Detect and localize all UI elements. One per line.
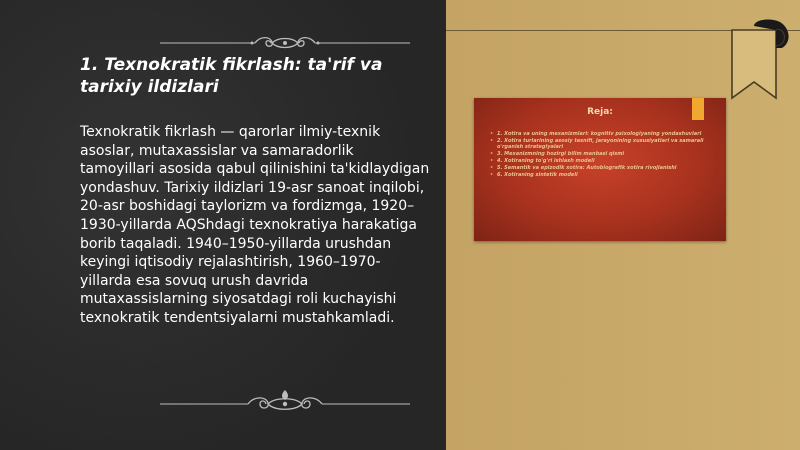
ornament-bottom-icon bbox=[160, 388, 410, 418]
thumbnail-title: Reja: bbox=[587, 107, 613, 117]
slide-body-text: Texnokratik fikrlash — qarorlar ilmiy-texnik asoslar, mutaxassislar va samaradorlik tamoyillari asosida qabul qilinishini ta'kidlaydigan yondashuv. Tarixiy ildizlari 19-asr sanoat inqilobi, 20-asr boshidagi taylorizm va fordizmga, 1920–1930-yillarda AQShdagi texnokratiya harakatiga borib taqaladi. 1940–1950-yillarda urushdan keyingi iqtisodiy rejalashtirish, 1960–1970-yillarda esa sovuq urush davrida mutaxassislarning siyosatdagi roli kuchayishi texnokratik tendentsiyalarni mustahkamladi. bbox=[80, 124, 430, 326]
list-item: • 3. Mexanizmning hozirgi bilim manbasi qismi bbox=[490, 152, 714, 158]
bookmark-icon bbox=[730, 18, 794, 100]
list-item: • 6. Xotiraning sintetik modeli bbox=[490, 173, 714, 179]
list-item: • 5. Semantik va epizodik xotira: Autobiografik xotira rivojlanishi bbox=[490, 166, 714, 172]
slide-title: 1. Texnokratik fikrlash: ta'rif va tarixiy ildizlari bbox=[80, 55, 383, 97]
ornament-top-icon bbox=[160, 34, 410, 52]
list-item: • 4. Xotiraning to'g'ri ishlash modeli bbox=[490, 159, 714, 165]
list-item: • 1. Xotira va uning mexanizmlari: kognitiv psixologiyaning yondashuvlari bbox=[490, 132, 714, 138]
thumbnail-outline-list bbox=[490, 132, 714, 180]
slide-thumbnail bbox=[474, 98, 726, 241]
list-item: • 2. Xotira turlarining asosiy tasnifi, jarayonining xususiyatlari va samarali o'rganish strategiyalari bbox=[490, 139, 714, 150]
